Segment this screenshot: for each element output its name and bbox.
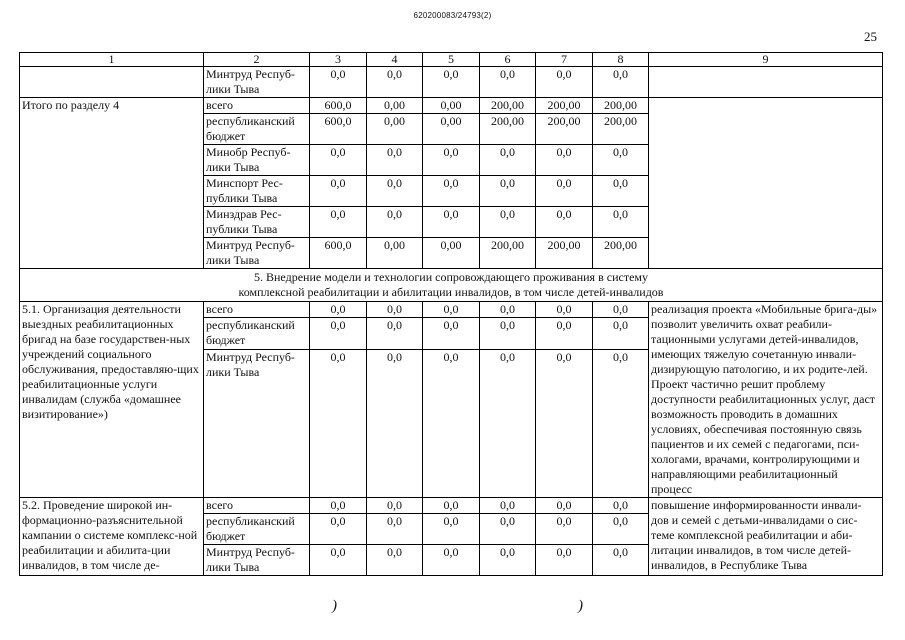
value-cell: 0,0 [536, 207, 593, 238]
value-cell: 0,0 [480, 350, 536, 498]
value-cell: 0,0 [593, 350, 649, 498]
program-table [19, 52, 883, 576]
value-cell: 0,0 [593, 67, 649, 98]
section-heading-line: 5. Внедрение модели и технологии сопровождающего проживания в систему [254, 270, 648, 284]
value-cell: 0,0 [367, 145, 423, 176]
table-row [20, 498, 883, 514]
value-cell: 0,0 [593, 207, 649, 238]
value-cell: 200,00 [536, 114, 593, 145]
funding-source: республиканский бюджет [204, 514, 310, 545]
activity-label: 5.2. Проведение широкой ин-формационно-разъяснительной кампании о системе комплекс-ной реабилитации и абилита-ции инвалидов, в том числе де- [20, 498, 204, 576]
value-cell: 0,0 [310, 176, 367, 207]
value-cell: 0,0 [423, 514, 480, 545]
document-number: 620200083/24793(2) [413, 11, 492, 20]
value-cell: 200,00 [536, 98, 593, 114]
value-cell: 0,00 [423, 114, 480, 145]
expected-result: повышение информированности инвали-дов и семей с детьми-инвалидами о сис-теме комплексной реабилитации и аби-литации инвалидов, в том числе детей-инвалидов, в Республике Тыва [649, 498, 883, 576]
header-cell: 6 [480, 53, 536, 67]
value-cell: 0,0 [536, 67, 593, 98]
header-cell: 9 [649, 53, 883, 67]
section-heading-row [20, 269, 883, 302]
value-cell: 0,0 [310, 498, 367, 514]
funding-source: Минтруд Респуб-лики Тыва [204, 67, 310, 98]
value-cell: 0,0 [310, 514, 367, 545]
value-cell: 600,0 [310, 238, 367, 269]
value-cell: 0,0 [480, 545, 536, 576]
value-cell: 0,0 [480, 67, 536, 98]
value-cell: 0,0 [367, 318, 423, 350]
table-row [20, 98, 883, 114]
footer-mark: ) [330, 598, 339, 614]
funding-source: Минтруд Респуб-лики Тыва [204, 350, 310, 498]
header-cell: 2 [204, 53, 310, 67]
value-cell: 0,0 [423, 207, 480, 238]
funding-source: всего [204, 98, 310, 114]
value-cell: 0,0 [367, 176, 423, 207]
empty-cell [649, 98, 883, 269]
funding-source: Минтруд Респуб-лики Тыва [204, 238, 310, 269]
value-cell: 0,0 [423, 498, 480, 514]
value-cell: 0,0 [593, 545, 649, 576]
header-cell: 7 [536, 53, 593, 67]
funding-source: Минтруд Респуб-лики Тыва [204, 545, 310, 576]
header-cell: 1 [20, 53, 204, 67]
header-cell: 5 [423, 53, 480, 67]
header-cell: 3 [310, 53, 367, 67]
value-cell: 0,0 [310, 350, 367, 498]
value-cell: 0,00 [423, 98, 480, 114]
value-cell: 0,0 [593, 176, 649, 207]
value-cell: 0,0 [367, 67, 423, 98]
value-cell: 0,0 [536, 350, 593, 498]
value-cell: 0,0 [310, 545, 367, 576]
footer-mark: ) [576, 598, 585, 614]
section-heading-line: комплексной реабилитации и абилитации инвалидов, в том числе детей-инвалидов [238, 285, 664, 299]
value-cell: 0,0 [367, 514, 423, 545]
value-cell: 0,0 [480, 498, 536, 514]
table-row [20, 302, 883, 318]
value-cell: 200,00 [480, 114, 536, 145]
value-cell: 200,00 [480, 98, 536, 114]
page-number: 25 [864, 29, 877, 44]
value-cell: 0,0 [310, 207, 367, 238]
value-cell: 200,00 [536, 238, 593, 269]
value-cell: 600,0 [310, 98, 367, 114]
value-cell: 0,0 [536, 498, 593, 514]
value-cell: 0,0 [423, 318, 480, 350]
value-cell: 0,0 [423, 67, 480, 98]
table-row [20, 67, 883, 98]
value-cell: 0,0 [310, 67, 367, 98]
value-cell: 0,0 [310, 145, 367, 176]
value-cell: 0,0 [536, 514, 593, 545]
value-cell: 0,0 [593, 302, 649, 318]
value-cell: 0,00 [367, 238, 423, 269]
value-cell: 0,0 [367, 545, 423, 576]
value-cell: 0,0 [367, 207, 423, 238]
value-cell: 0,0 [480, 145, 536, 176]
header-cell: 8 [593, 53, 649, 67]
value-cell: 0,00 [367, 114, 423, 145]
value-cell: 0,0 [480, 176, 536, 207]
funding-source: Минспорт Рес-публики Тыва [204, 176, 310, 207]
value-cell: 0,0 [310, 318, 367, 350]
value-cell: 200,00 [480, 238, 536, 269]
empty-cell [649, 67, 883, 98]
value-cell: 200,00 [593, 98, 649, 114]
header-row [20, 53, 883, 67]
value-cell: 0,0 [536, 176, 593, 207]
value-cell: 0,0 [536, 302, 593, 318]
value-cell: 200,00 [593, 114, 649, 145]
total-label: Итого по разделу 4 [20, 98, 204, 269]
activity-label: 5.1. Организация деятельности выездных реабилитационных бригад на базе государствен-ных учреждений социального обслуживания, предоставляю-щих реабилитационные услуги инвалидам (служба «домашнее визитирование») [20, 302, 204, 498]
funding-source: Минздрав Рес-публики Тыва [204, 207, 310, 238]
value-cell: 200,00 [593, 238, 649, 269]
section-heading [20, 269, 883, 302]
funding-source: всего [204, 302, 310, 318]
value-cell: 0,0 [367, 302, 423, 318]
value-cell: 0,0 [593, 318, 649, 350]
funding-source: Минобр Респуб-лики Тыва [204, 145, 310, 176]
value-cell: 0,0 [536, 318, 593, 350]
empty-cell [20, 67, 204, 98]
value-cell: 600,0 [310, 114, 367, 145]
value-cell: 0,00 [423, 238, 480, 269]
value-cell: 0,00 [367, 98, 423, 114]
value-cell: 0,0 [423, 350, 480, 498]
funding-source: республиканский бюджет [204, 318, 310, 350]
value-cell: 0,0 [367, 498, 423, 514]
value-cell: 0,0 [480, 207, 536, 238]
value-cell: 0,0 [593, 145, 649, 176]
value-cell: 0,0 [593, 514, 649, 545]
value-cell: 0,0 [423, 302, 480, 318]
value-cell: 0,0 [423, 145, 480, 176]
header-cell: 4 [367, 53, 423, 67]
value-cell: 0,0 [480, 318, 536, 350]
value-cell: 0,0 [310, 302, 367, 318]
funding-source: всего [204, 498, 310, 514]
value-cell: 0,0 [536, 145, 593, 176]
value-cell: 0,0 [536, 545, 593, 576]
value-cell: 0,0 [367, 350, 423, 498]
funding-source: республиканский бюджет [204, 114, 310, 145]
value-cell: 0,0 [480, 302, 536, 318]
value-cell: 0,0 [593, 498, 649, 514]
expected-result: реализация проекта «Мобильные брига-ды» позволит увеличить охват реабили-тационными услугами детей-инвалидов, имеющих тяжелую сочетанную инвали-дизирующую патологию, и их родите-лей. Проект частично решит проблему доступности реабилитационных услуг, даст возможность проводить в домашних условиях, обеспечивая постоянную связь пациентов и их семей с педагогами, пси-хологами, врачами, контролирующими и направляющими реабилитационный процесс [649, 302, 883, 498]
value-cell: 0,0 [423, 545, 480, 576]
value-cell: 0,0 [480, 514, 536, 545]
value-cell: 0,0 [423, 176, 480, 207]
